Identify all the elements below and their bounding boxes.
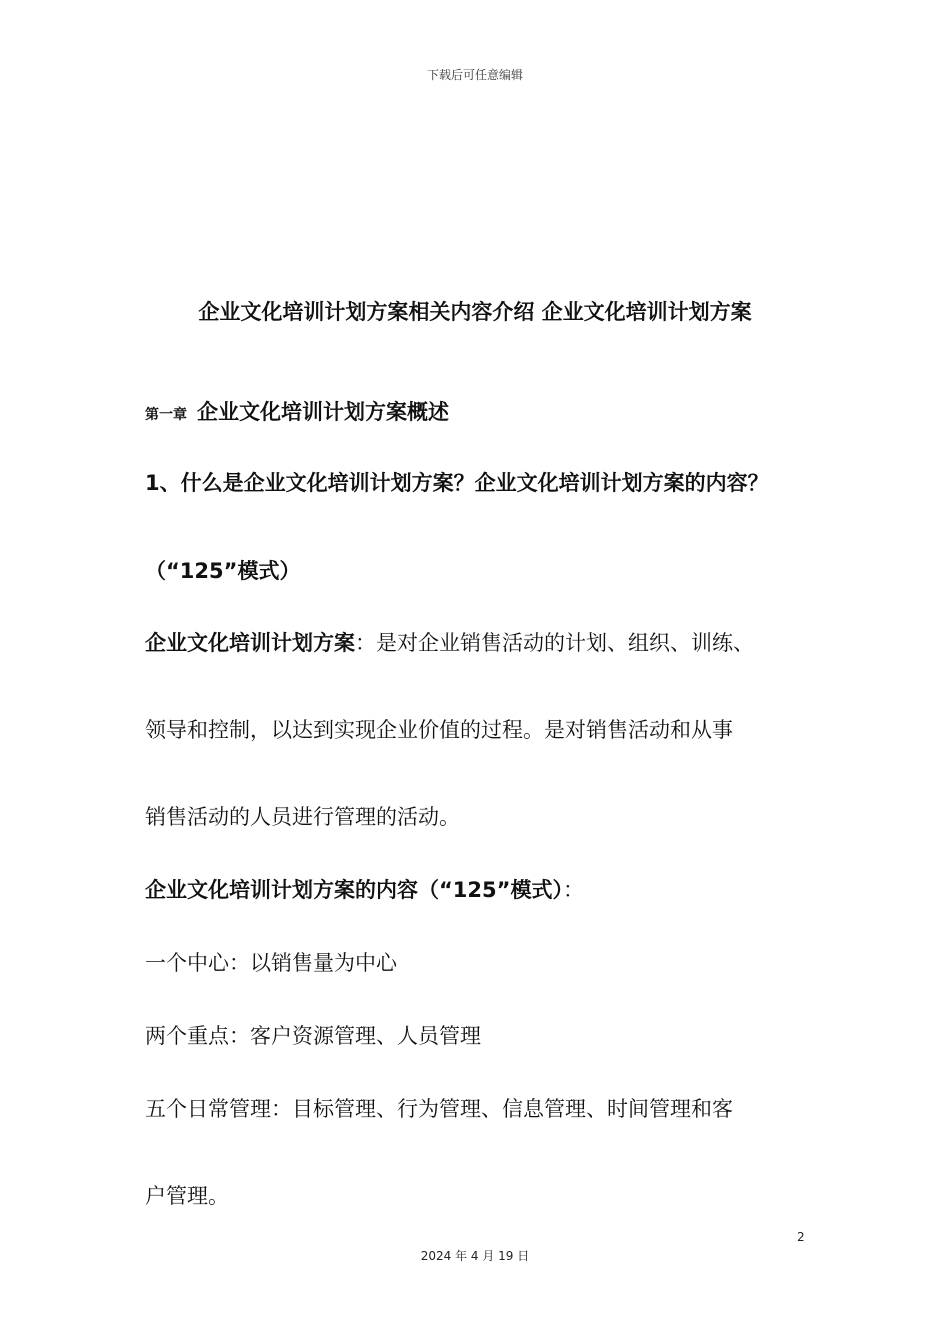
five-daily-line-2: 户管理。 bbox=[145, 1184, 229, 1208]
page-number: 2 bbox=[797, 1230, 805, 1244]
content-heading-colon: ： bbox=[562, 878, 584, 902]
two-focus-line: 两个重点：客户资源管理、人员管理 bbox=[145, 1024, 481, 1048]
definition-paragraph-line-2: 领导和控制，以达到实现企业价值的过程。是对销售活动和从事 bbox=[145, 718, 733, 742]
content-heading bbox=[145, 874, 584, 904]
header-note: 下载后可任意编辑 bbox=[426, 68, 523, 82]
question-heading: 1、什么是企业文化培训计划方案？企业文化培训计划方案的内容？ bbox=[145, 471, 769, 495]
definition-text-1: ：是对企业销售活动的计划、组织、训练、 bbox=[355, 631, 754, 655]
definition-term: 企业文化培训计划方案 bbox=[145, 631, 355, 655]
document-title: 企业文化培训计划方案相关内容介绍 企业文化培训计划方案 bbox=[198, 300, 752, 324]
question-subheading: （“125”模式） bbox=[145, 559, 301, 583]
definition-paragraph-line-1 bbox=[145, 627, 754, 657]
definition-paragraph-line-3: 销售活动的人员进行管理的活动。 bbox=[145, 805, 460, 829]
five-daily-line-1: 五个日常管理：目标管理、行为管理、信息管理、时间管理和客 bbox=[145, 1097, 733, 1121]
one-center-line: 一个中心：以销售量为中心 bbox=[145, 951, 397, 975]
content-heading-text: 企业文化培训计划方案的内容（“125”模式） bbox=[145, 878, 563, 902]
chapter-title: 企业文化培训计划方案概述 bbox=[197, 400, 449, 424]
chapter-label: 第一章 bbox=[145, 407, 187, 423]
footer-date: 2024 年 4 月 19 日 bbox=[420, 1249, 530, 1263]
chapter-heading bbox=[145, 396, 449, 426]
